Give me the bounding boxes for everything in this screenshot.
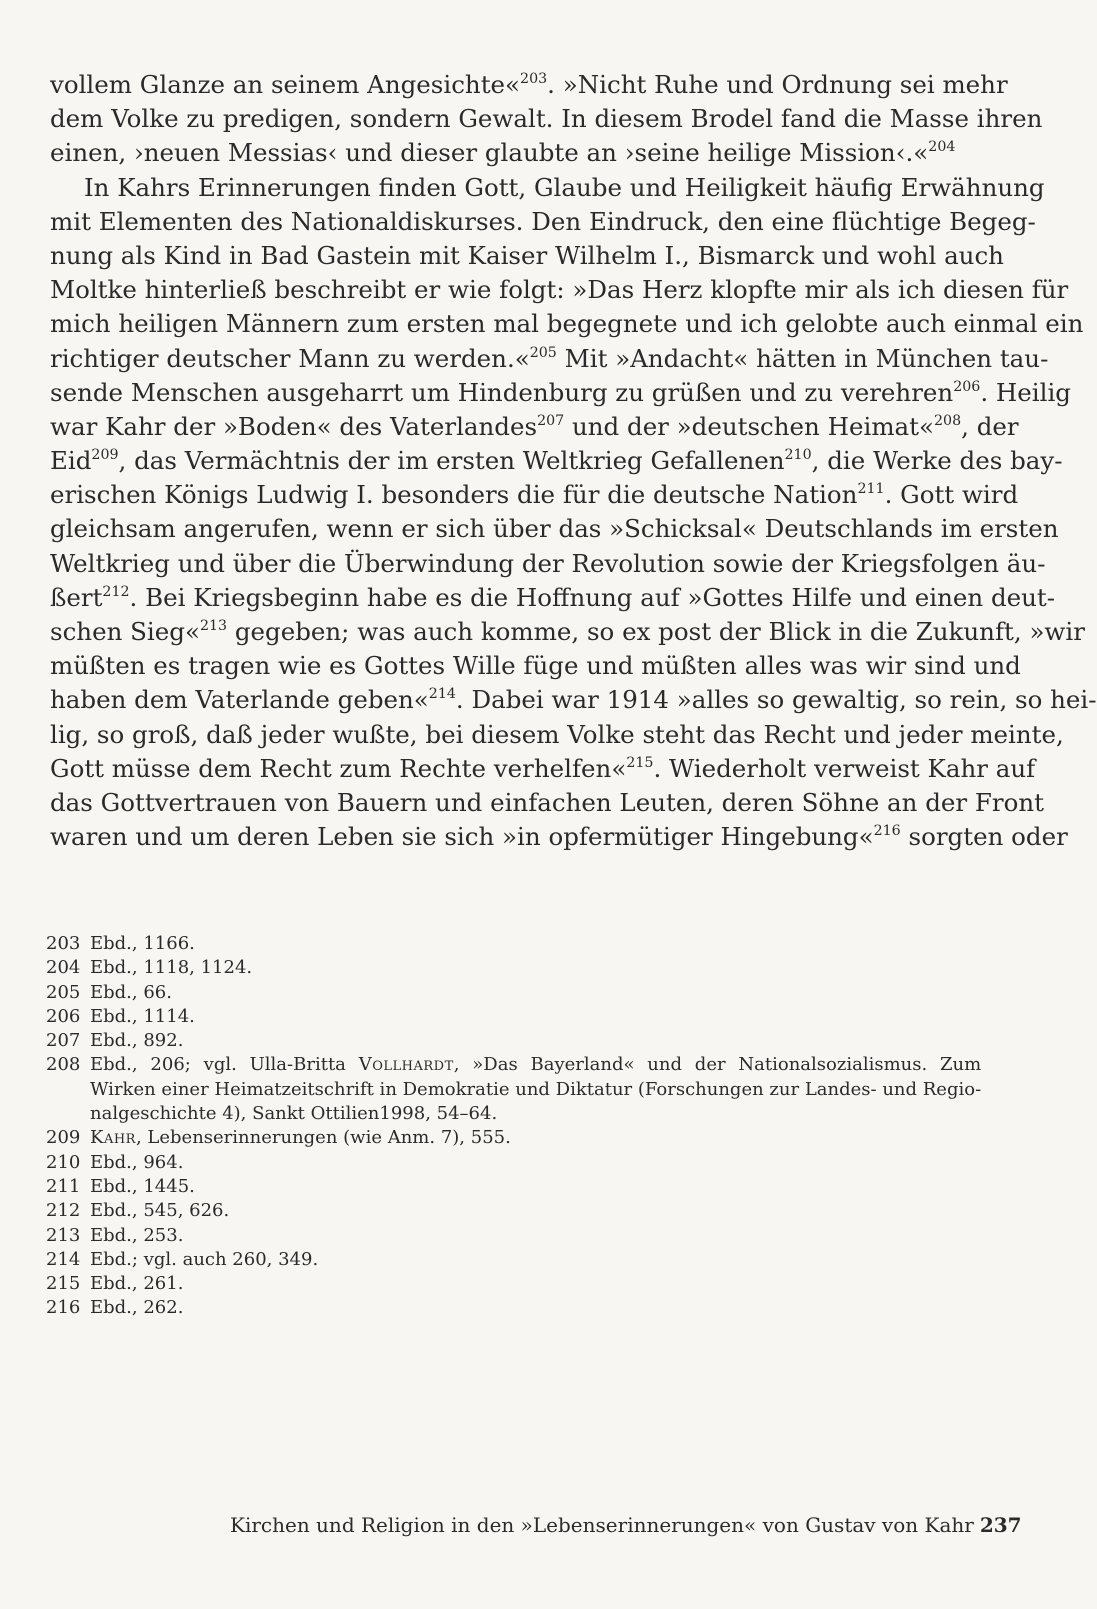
- footnote: 215 Ebd., 261.: [46, 1272, 946, 1296]
- footnote-number: 210: [46, 1151, 81, 1173]
- text-line: war Kahr der »Boden« des Vaterlandes$^{207}$ und der »deutschen Heimat«$^{208}$, der: [50, 411, 1019, 441]
- text-line: schen Sieg«$^{213}$ gegeben; was auch komme, so ex post der Blick in die Zukunft, »wir: [50, 617, 1085, 646]
- footnote-ref: 203: [520, 70, 548, 87]
- footnote: 216 Ebd., 262.: [46, 1296, 946, 1320]
- body-text: [50, 68, 1097, 854]
- text-line: richtiger deutscher Mann zu werden.«$^{205}$ Mit »Andacht« hätten in München tau-: [50, 343, 1049, 373]
- text-line: einen, ›neuen Messias‹ und dieser glaubte an ›seine heilige Mission‹.«$^{204}$: [50, 138, 956, 168]
- footnote-ref: 211: [857, 481, 885, 498]
- footnote-number: 203: [46, 933, 81, 954]
- footnote-ref: 213: [199, 617, 228, 634]
- footnote-number: 216: [46, 1297, 81, 1319]
- paragraph-start: In Kahrs Erinnerungen finden Gott, Glaube und Heiligkeit häufig Erwähnung: [84, 172, 1045, 202]
- footnote-number: 209: [46, 1127, 81, 1149]
- text-line: mit Elementen des Nationaldiskurses. Den Eindruck, den eine flüchtige Begeg-: [50, 206, 1036, 236]
- text-line: mich heiligen Männern zum ersten mal begegnete und ich gelobte auch einmal ein: [50, 309, 1084, 339]
- text-line: haben dem Vaterlande geben«$^{214}$. Dabei war 1914 »alles so gewaltig, so rein, so hei-: [50, 685, 1097, 715]
- footnote-ref: 207: [537, 412, 565, 429]
- footnote-number: 213: [46, 1224, 81, 1246]
- text-line: Eid$^{209}$, das Vermächtnis der im ersten Weltkrieg Gefallenen$^{210}$, die Werke des bay-: [50, 446, 1063, 476]
- author-name: Vollhardt: [358, 1054, 454, 1076]
- footnote: 208 Ebd., 206; vgl. Ulla-Britta Vollhardt, »Das Bayerland« und der Nationalsozialismus. Zum Wirken einer Heimatzeitschrift in Demokratie und Diktatur (Forschungen zur Landes- und Regio- nalgeschichte 4), Sankt Ottilien1998, 54–64.: [46, 1053, 946, 1126]
- footnote-ref: 206: [953, 378, 981, 395]
- footnote-ref: 210: [784, 446, 812, 463]
- footnote-number: 205: [46, 981, 81, 1003]
- text-line: Weltkrieg und über die Überwindung der Revolution sowie der Kriegsfolgen äu-: [50, 548, 1046, 578]
- page-number: 237: [979, 1513, 1022, 1537]
- text-line: Gott müsse dem Recht zum Rechte verhelfen«$^{215}$. Wiederholt verweist Kahr auf: [50, 753, 1036, 783]
- footnote: 210 Ebd., 964.: [46, 1151, 946, 1175]
- footnote-ref: 212: [102, 583, 130, 600]
- footnote: 213 Ebd., 253.: [46, 1224, 946, 1248]
- footnote: 206 Ebd., 1114.: [46, 1005, 946, 1029]
- footnote-ref: 209: [91, 446, 119, 463]
- footnote: 204 Ebd., 1118, 1124.: [46, 956, 946, 980]
- footnote-ref: 214: [428, 686, 456, 703]
- footnote-number: 215: [46, 1273, 81, 1295]
- footnote-ref: 208: [934, 412, 962, 429]
- footnote-ref: 205: [529, 344, 557, 361]
- text-line: vollem Glanze an seinem Angesichte«$^{203}$. »Nicht Ruhe und Ordnung sei mehr: [50, 70, 1008, 99]
- text-line: nung als Kind in Bad Gastein mit Kaiser Wilhelm I., Bismarck und wohl auch: [50, 240, 1004, 270]
- footnote-number: 208: [46, 1054, 81, 1076]
- footnote: 212 Ebd., 545, 626.: [46, 1199, 946, 1223]
- running-title: Kirchen und Religion in den »Lebenserinnerungen« von Gustav von Kahr: [230, 1513, 974, 1537]
- text-line: dem Volke zu predigen, sondern Gewalt. In diesem Brodel fand die Masse ihren: [50, 104, 1043, 134]
- running-footer: [230, 1513, 1022, 1537]
- text-line: sende Menschen ausgeharrt um Hindenburg zu grüßen und zu verehren$^{206}$. Heilig: [50, 377, 1071, 407]
- text-line: waren und um deren Leben sie sich »in opfermütiger Hingebung«$^{216}$ sorgten oder: [50, 822, 1068, 852]
- footnote-number: 211: [46, 1175, 81, 1197]
- footnote-number: 212: [46, 1200, 81, 1222]
- footnote: 211 Ebd., 1445.: [46, 1175, 946, 1199]
- author-name: Kahr: [90, 1127, 136, 1149]
- footnote-ref: 216: [873, 822, 901, 839]
- footnote: 203 Ebd., 1166.: [46, 932, 946, 956]
- footnotes: [46, 932, 982, 1321]
- text-line: erischen Königs Ludwig I. besonders die für die deutsche Nation$^{211}$. Gott wird: [50, 480, 1019, 510]
- footnote-number: 207: [46, 1030, 81, 1052]
- footnote: 209 Kahr, Lebenserinnerungen (wie Anm. 7), 555.: [46, 1126, 946, 1150]
- text-line: gleichsam angerufen, wenn er sich über das »Schicksal« Deutschlands im ersten: [50, 514, 1059, 544]
- text-line: das Gottvertrauen von Bauern und einfachen Leuten, deren Söhne an der Front: [50, 787, 1044, 817]
- footnote-ref: 204: [928, 139, 956, 156]
- footnote-number: 206: [46, 1005, 81, 1027]
- footnote-number: 214: [46, 1248, 81, 1270]
- text-line: ßert$^{212}$. Bei Kriegsbeginn habe es die Hoffnung auf »Gottes Hilfe und einen deut-: [50, 582, 1056, 612]
- footnote-number: 204: [46, 957, 81, 979]
- text-line: müßten es tragen wie es Gottes Wille füge und müßten alles was wir sind und: [50, 651, 1021, 681]
- text-line: lig, so groß, daß jeder wußte, bei diesem Volke steht das Recht und jeder meinte,: [50, 719, 1064, 749]
- footnote: 205 Ebd., 66.: [46, 981, 946, 1005]
- footnote: 214 Ebd.; vgl. auch 260, 349.: [46, 1248, 946, 1272]
- text-line: Moltke hinterließ beschreibt er wie folgt: »Das Herz klopfte mir als ich diesen für: [50, 275, 1069, 305]
- footnote-ref: 215: [626, 754, 654, 771]
- footnote: 207 Ebd., 892.: [46, 1029, 946, 1053]
